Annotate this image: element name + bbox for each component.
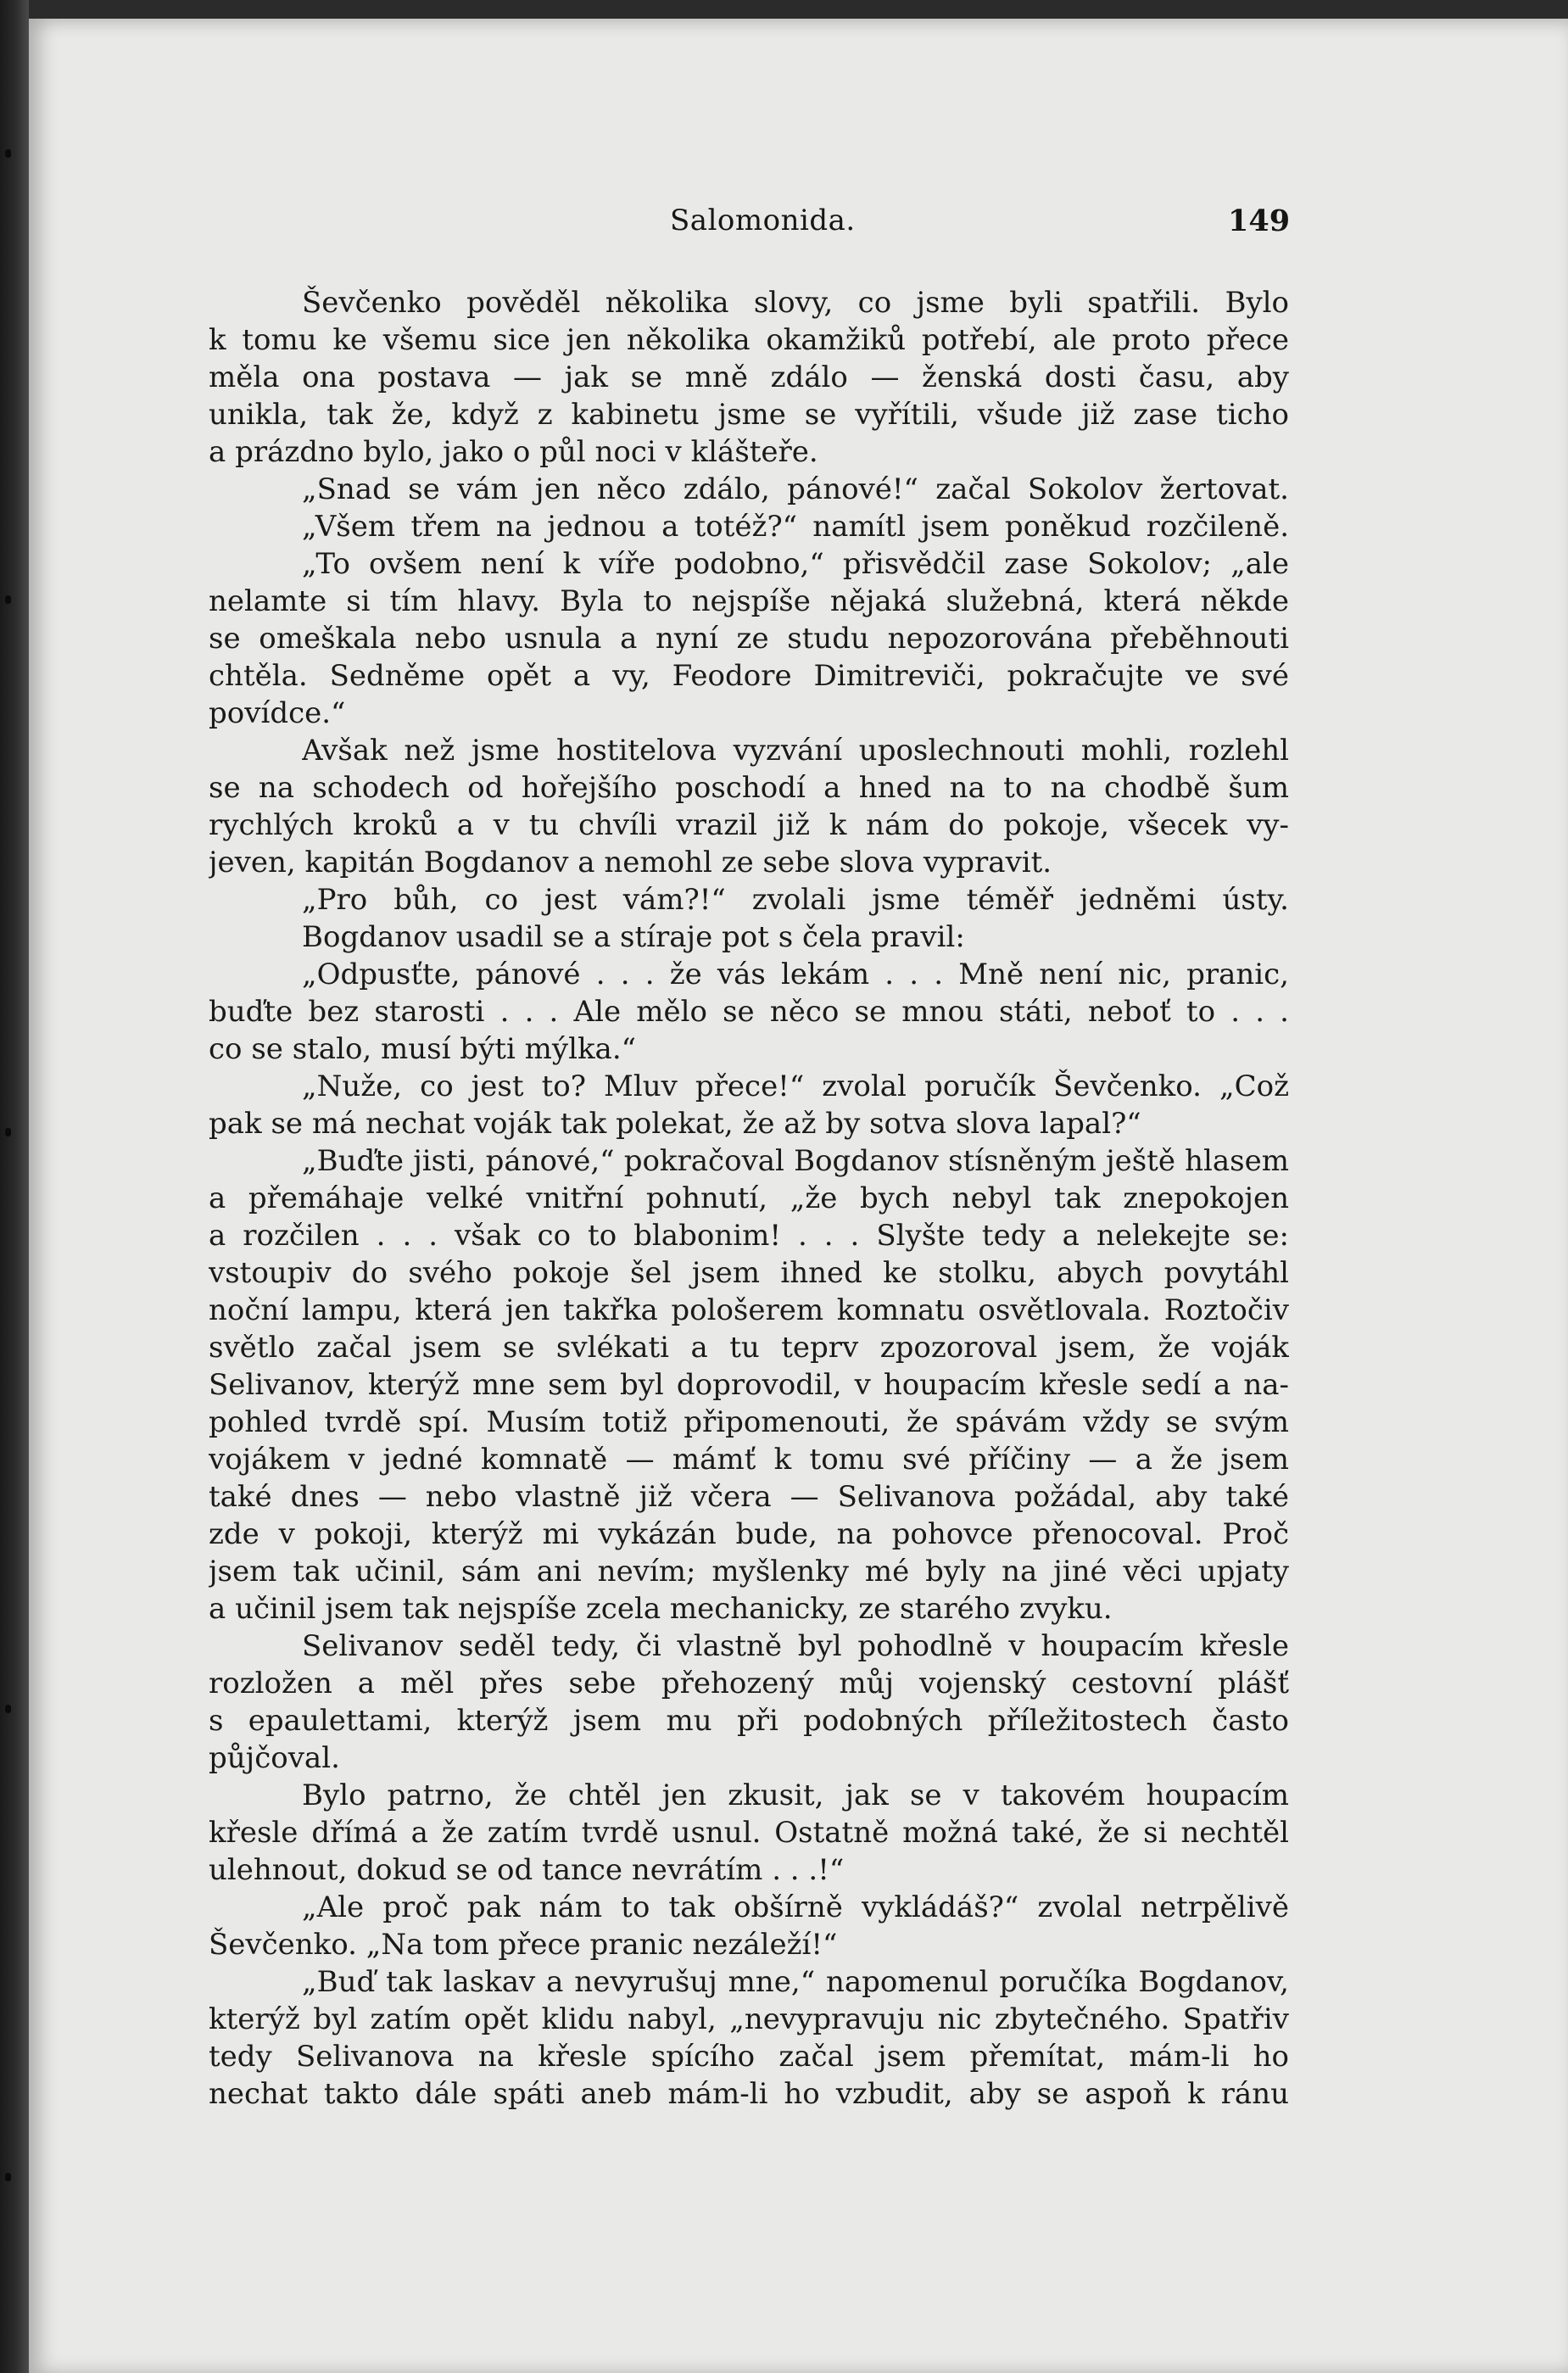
text-line: Ševčenko. „Na tom přece pranic nezáleží!“ <box>209 1928 838 1962</box>
text-line: křesle dřímá a že zatím tvrdě usnul. Ostatně možná také, že si nechtěl <box>209 1816 1289 1850</box>
text-line: „Odpusťte, pánové . . . že vás lekám . . . Mně není nic, pranic, <box>302 958 1289 991</box>
text-line: nechat takto dále spáti aneb mám-li ho vzbudit, aby se aspoň k ránu <box>209 2077 1289 2111</box>
text-line: zde v pokoji, kterýž mi vykázán bude, na pohovce přenocoval. Proč <box>209 1517 1289 1551</box>
text-line: nelamte si tím hlavy. Byla to nejspíše nějaká služebná, která někde <box>209 584 1289 618</box>
text-line: „Buď tak laskav a nevyrušuj mne,“ napomenul poručíka Bogdanov, <box>302 1965 1289 1999</box>
margin-speck <box>5 1128 11 1136</box>
text-line: půjčoval. <box>209 1741 340 1775</box>
text-line: a prázdno bylo, jako o půl noci v klášteře. <box>209 435 818 469</box>
text-line: rychlých kroků a v tu chvíli vrazil již k nám do pokoje, všecek vy- <box>209 808 1289 842</box>
text-line: pohled tvrdě spí. Musím totiž připomenouti, že spávám vždy se svým <box>209 1405 1289 1439</box>
text-line: „Buďte jisti, pánové,“ pokračoval Bogdanov stísněným ještě hlasem <box>302 1144 1289 1178</box>
text-line: noční lampu, která jen takřka pološerem komnatu osvětlovala. Roztočiv <box>209 1293 1289 1327</box>
text-line: Selivanov, kterýž mne sem byl doprovodil, v houpacím křesle sedí a na- <box>209 1368 1289 1402</box>
text-line: také dnes — nebo vlastně již včera — Selivanova požádal, aby také <box>209 1480 1289 1514</box>
text-line: rozložen a měl přes sebe přehozený můj vojenský cestovní plášť <box>209 1667 1289 1700</box>
text-line: ulehnout, dokud se od tance nevrátím . . .!“ <box>209 1853 845 1887</box>
text-line: Avšak než jsme hostitelova vyzvání uposlechnouti mohli, rozlehl <box>302 734 1289 768</box>
margin-speck <box>5 1705 11 1713</box>
text-line: tedy Selivanova na křesle spícího začal jsem přemítat, mám-li ho <box>209 2040 1289 2074</box>
text-line: Bylo patrno, že chtěl jen zkusit, jak se v takovém houpacím <box>302 1778 1289 1812</box>
text-line: vojákem v jedné komnatě — mámť k tomu své příčiny — a že jsem <box>209 1443 1289 1477</box>
text-line: buďte bez starosti . . . Ale mělo se něco se mnou státi, neboť to . . . <box>209 995 1289 1029</box>
running-head: Salomonida. <box>670 204 856 237</box>
text-line: pak se má nechat voják tak polekat, že až by sotva slova lapal?“ <box>209 1107 1141 1141</box>
text-line: s epaulettami, kterýž jsem mu při podobných příležitostech často <box>209 1704 1289 1738</box>
text-line: a přemáhaje velké vnitřní pohnutí, „že bych nebyl tak znepokojen <box>209 1181 1289 1215</box>
text-line: chtěla. Sedněme opět a vy, Feodore Dimitreviči, pokračujte ve své <box>209 659 1289 693</box>
text-line: a rozčilen . . . však co to blabonim! . . . Slyšte tedy a nelekejte se: <box>209 1219 1289 1253</box>
text-line: „Nuže, co jest to? Mluv přece!“ zvolal poručík Ševčenko. „Což <box>302 1069 1289 1103</box>
text-line: světlo začal jsem se svlékati a tu teprv zpozoroval jsem, že voják <box>209 1331 1289 1365</box>
text-line: a učinil jsem tak nejspíše zcela mechanicky, ze starého zvyku. <box>209 1592 1113 1626</box>
page-gutter-shadow <box>0 0 29 2373</box>
text-line: povídce.“ <box>209 696 346 730</box>
text-line: k tomu ke všemu sice jen několika okamžiků potřebí, ale proto přece <box>209 323 1289 357</box>
text-line: Selivanov seděl tedy, či vlastně byl pohodlně v houpacím křesle <box>302 1629 1289 1663</box>
text-line: Ševčenko pověděl několika slovy, co jsme byli spatřili. Bylo <box>302 286 1289 320</box>
text-line: „Pro bůh, co jest vám?!“ zvolali jsme téměř jedněmi ústy. <box>302 883 1289 917</box>
text-line: unikla, tak že, když z kabinetu jsme se vyřítili, všude již zase ticho <box>209 398 1289 432</box>
text-line: „Všem třem na jednou a totéž?“ namítl jsem poněkud rozčileně. <box>302 510 1289 544</box>
text-line: „Ale proč pak nám to tak obšírně vykládáš?“ zvolal netrpělivě <box>302 1890 1289 1924</box>
page-number: 149 <box>1228 204 1291 238</box>
text-line: jsem tak učinil, sám ani nevím; myšlenky mé byly na jiné věci upjaty <box>209 1555 1289 1589</box>
text-line: kterýž byl zatím opět klidu nabyl, „nevypravuju nic zbytečného. Spatřiv <box>209 2002 1289 2036</box>
margin-speck <box>5 595 11 604</box>
margin-speck <box>5 149 11 158</box>
text-line: vstoupiv do svého pokoje šel jsem ihned ke stolku, abych povytáhl <box>209 1256 1289 1290</box>
text-line: „Snad se vám jen něco zdálo, pánové!“ začal Sokolov žertovat. <box>302 472 1289 506</box>
text-line: měla ona postava — jak se mně zdálo — ženská dosti času, aby <box>209 360 1289 394</box>
margin-speck <box>5 2173 11 2181</box>
text-line: co se stalo, musí býti mýlka.“ <box>209 1032 637 1066</box>
text-line: jeven, kapitán Bogdanov a nemohl ze sebe slova vypravit. <box>209 846 1052 879</box>
text-line: Bogdanov usadil se a stíraje pot s čela pravil: <box>302 920 965 954</box>
text-line: se na schodech od hořejšího poschodí a hned na to na chodbě šum <box>209 771 1289 805</box>
text-line: se omeškala nebo usnula a nyní ze studu nepozorována přeběhnouti <box>209 622 1289 656</box>
text-line: „To ovšem není k víře podobno,“ přisvědčil zase Sokolov; „ale <box>302 547 1289 581</box>
